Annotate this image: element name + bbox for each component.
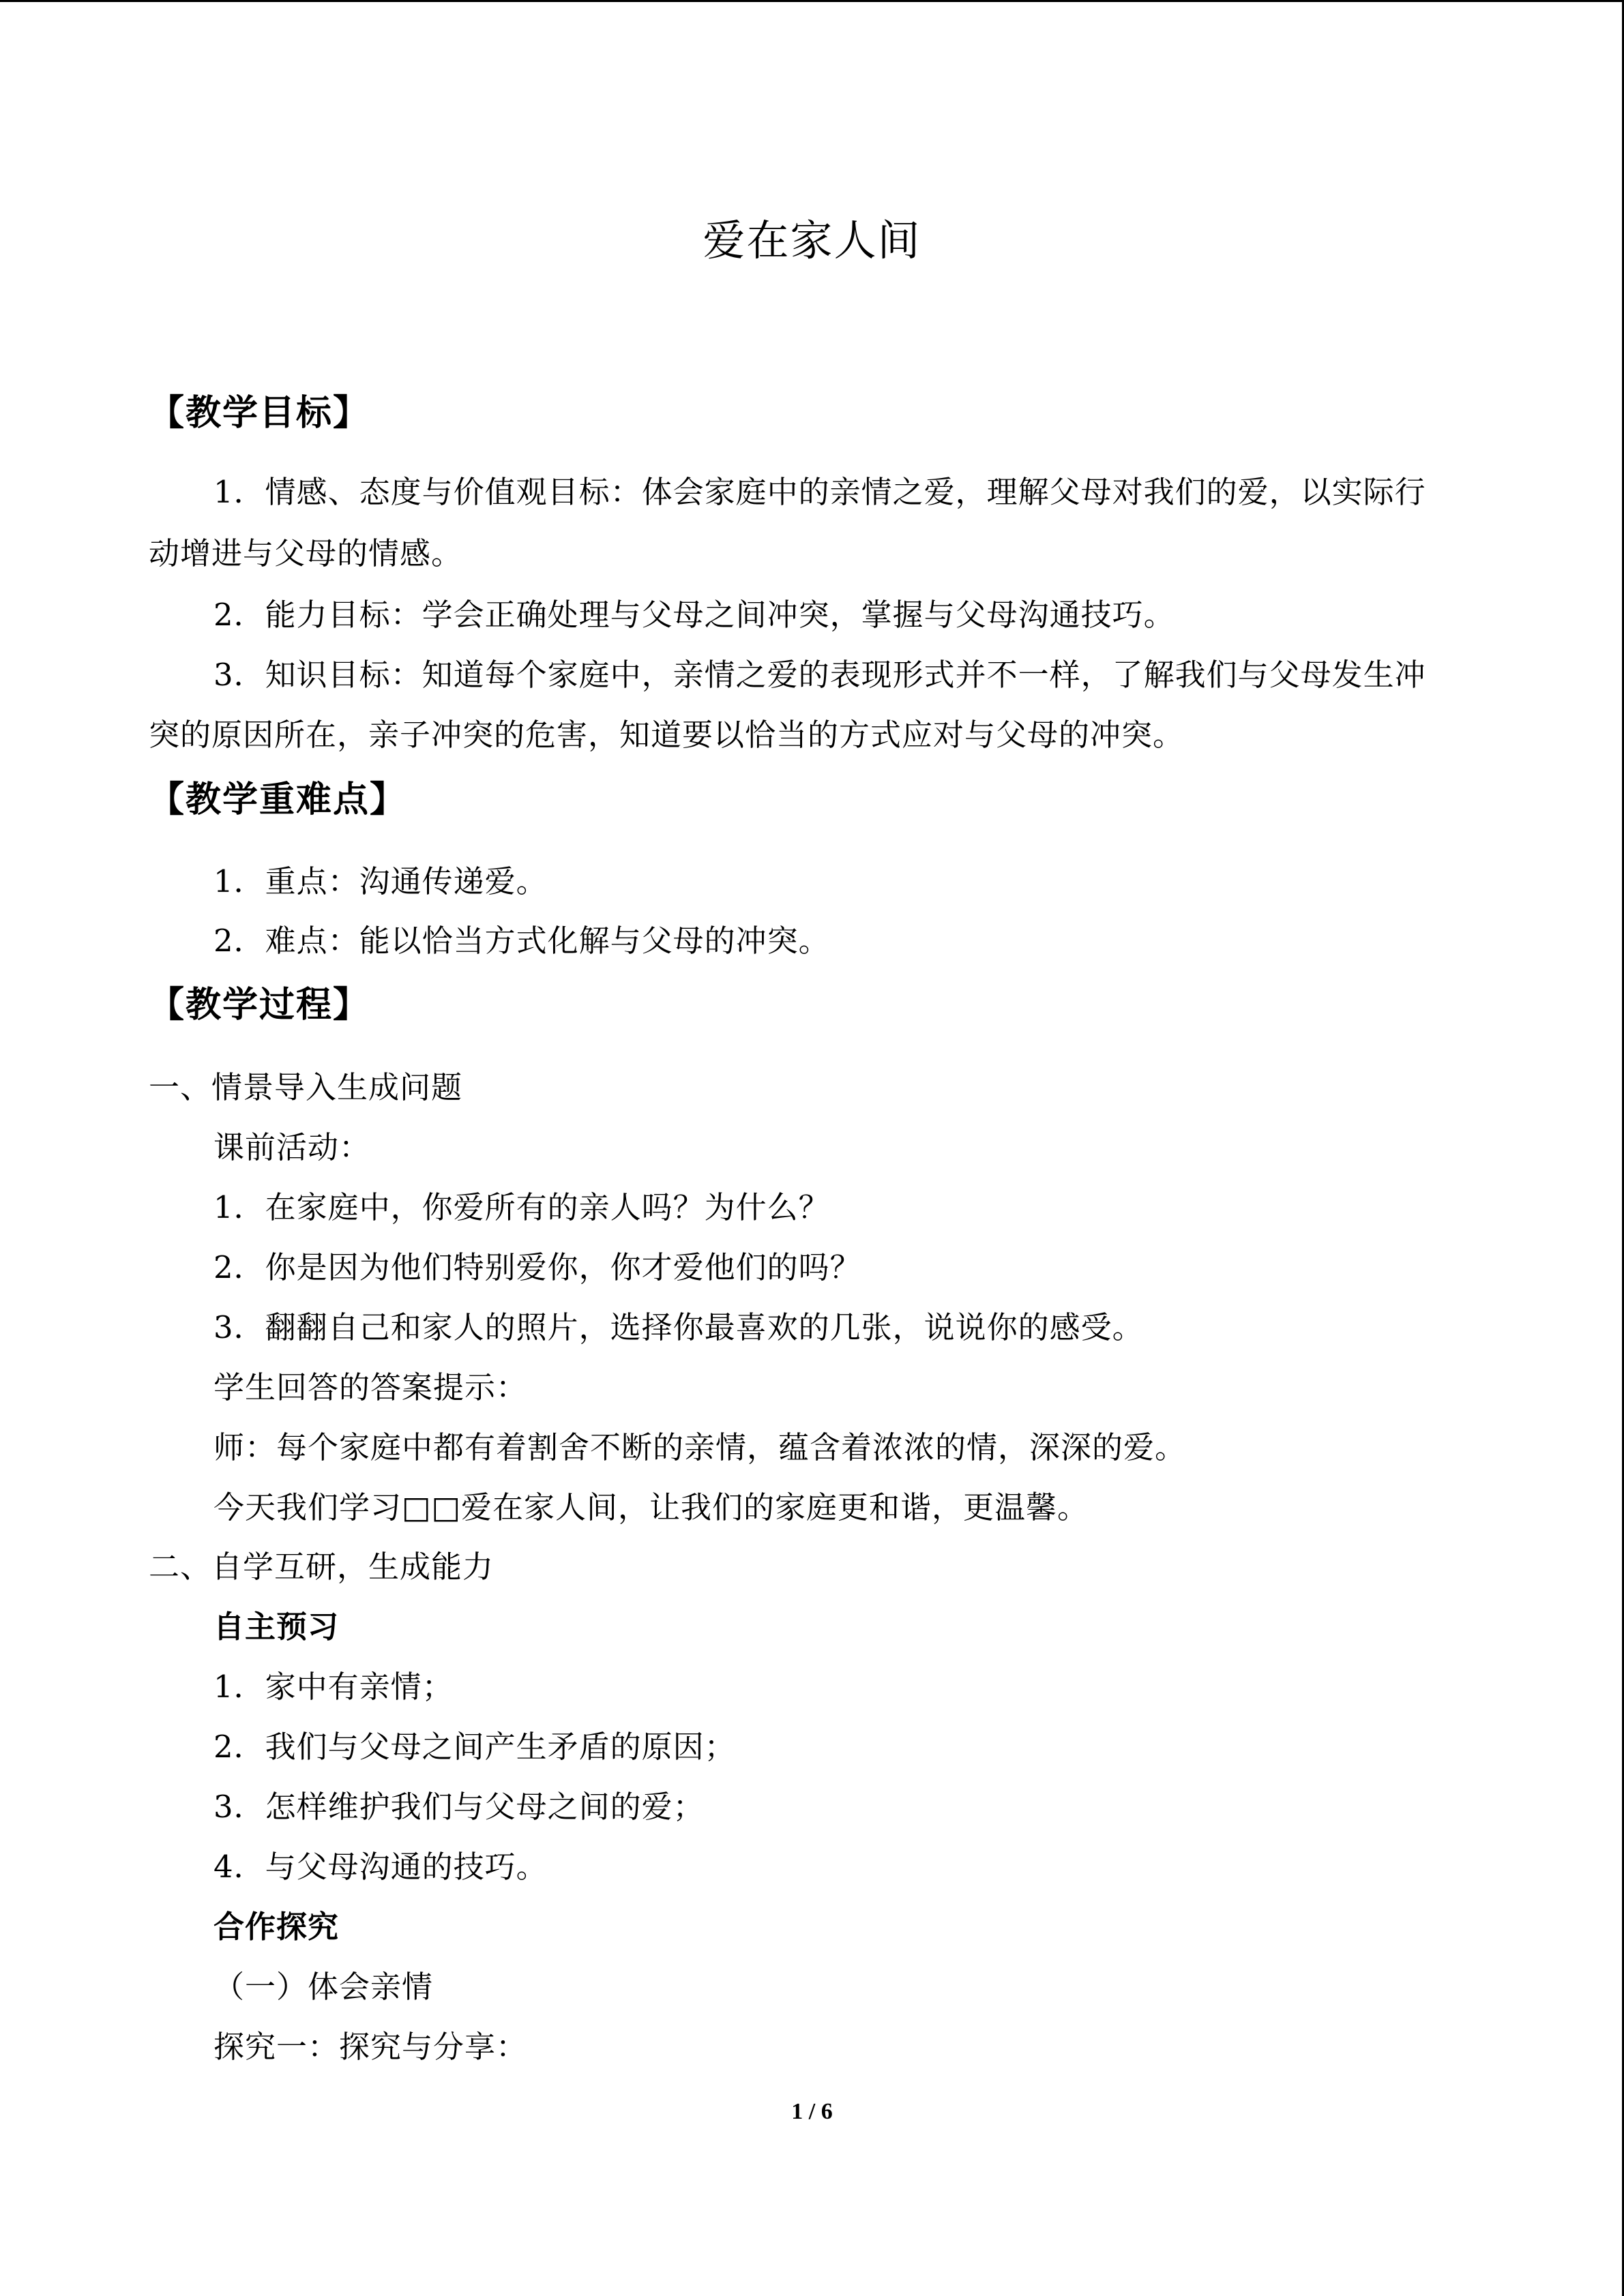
self-study-item: 2．我们与父母之间产生矛盾的原因； <box>213 1729 736 1765</box>
teacher-line: 师：每个家庭中都有着割舍不断的亲情，蕴含着浓浓的情，深深的爱。 <box>213 1429 1187 1465</box>
section-heading-key-points: 【教学重难点】 <box>149 779 407 820</box>
page-number: 1 / 6 <box>791 2099 833 2124</box>
objective-item: 1．情感、态度与价值观目标：体会家庭中的亲情之爱，理解父母对我们的爱，以实际行 <box>213 474 1426 510</box>
key-point-item: 1．重点：沟通传递爱。 <box>213 863 548 899</box>
self-study-item: 4．与父母沟通的技巧。 <box>213 1849 548 1885</box>
explore-label: 探究一：探究与分享： <box>213 2029 528 2065</box>
question-item: 2．你是因为他们特别爱你，你才爱他们的吗？ <box>213 1249 861 1285</box>
pre-activity-label: 课前活动： <box>213 1129 371 1165</box>
question-item: 3．翻翻自己和家人的照片，选择你最喜欢的几张，说说你的感受。 <box>213 1309 1144 1345</box>
document-title: 爱在家人间 <box>703 215 921 265</box>
answer-hint-label: 学生回答的答案提示： <box>213 1369 528 1405</box>
cooperate-title: 合作探究 <box>213 1909 340 1945</box>
question-item: 1．在家庭中，你爱所有的亲人吗？为什么？ <box>213 1189 830 1225</box>
self-study-item: 1．家中有亲情； <box>213 1669 454 1705</box>
section-heading-objectives: 【教学目标】 <box>149 393 370 434</box>
process-part-title: 二、自学互研，生成能力 <box>149 1549 494 1585</box>
objective-item: 3．知识目标：知道每个家庭中，亲情之爱的表现形式并不一样，了解我们与父母发生冲 <box>213 657 1426 693</box>
objective-item-continued: 动增进与父母的情感。 <box>149 535 463 571</box>
key-point-item: 2．难点：能以恰当方式化解与父母的冲突。 <box>213 923 830 959</box>
objective-item: 2．能力目标：学会正确处理与父母之间冲突，掌握与父母沟通技巧。 <box>213 597 1175 633</box>
section-heading-process: 【教学过程】 <box>149 985 370 1026</box>
sub-section-title: （一）体会亲情 <box>213 1969 434 2005</box>
objective-item-continued: 突的原因所在，亲子冲突的危害，知道要以恰当的方式应对与父母的冲突。 <box>149 717 1185 753</box>
page-top-border <box>0 0 1624 2</box>
process-part-title: 一、情景导入生成问题 <box>149 1069 463 1105</box>
today-line: 今天我们学习□□爱在家人间，让我们的家庭更和谐，更温馨。 <box>213 1489 1089 1525</box>
self-study-item: 3．怎样维护我们与父母之间的爱； <box>213 1789 705 1825</box>
self-study-title: 自主预习 <box>213 1609 340 1645</box>
